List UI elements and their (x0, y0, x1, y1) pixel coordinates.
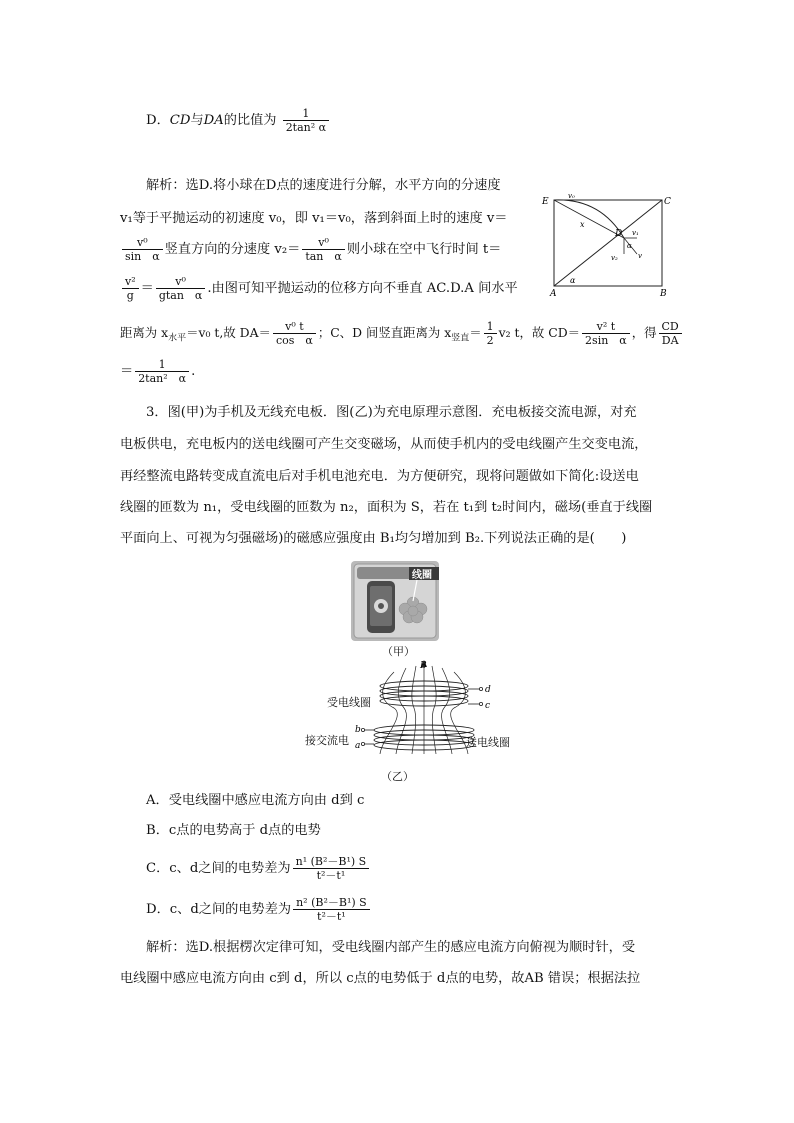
q3-line3: 再经整流电路转变成直流电后对手机电池充电．为方便研究，现将问题做如下简化:设送电 (120, 469, 639, 484)
analysis1-line6: ＝ $\frac{1}{\text{2tan² α}}$ . (120, 358, 196, 385)
option-d-prev: D．CD与DA的比值为 $\frac{1}{\text{2tan² α}}$ (146, 107, 331, 134)
fraction: $\frac{1}{\text{2tan² α}}$ (283, 107, 329, 134)
label-c: c (485, 701, 491, 711)
label-d: d (485, 685, 491, 695)
analysis1-line5: 距离为 $x_{水平}=v_0$ t,故 DA＝ $\frac{\text{v⁰ t}}{\text{cos α}}$ ；C、D 间竖直距离为 $x_{竖直}=$ $\frac{1}{2}$ v₂ t，故 CD＝ $\frac{\text{v² t}}{\text{2sin α}}$ ，得 $\frac{CD}{DA}$ (120, 320, 684, 347)
figure-jia-caption: （甲） (382, 645, 415, 658)
label-A: A (550, 289, 557, 299)
receive-coil-label: 受电线圈 (327, 696, 371, 709)
q3-line1: 3．图(甲)为手机及无线充电板．图(乙)为充电原理示意图．充电板接交流电源，对充 (146, 405, 637, 420)
label-v1: v₁ (632, 229, 639, 237)
q3-line4: 线圈的匝数为 n₁，受电线圈的匝数为 n₂，面积为 S，若在 t₁到 t₂时间内，磁场(垂直于线圈 (120, 500, 653, 515)
coil-diagram (310, 658, 510, 770)
label-v: v (638, 252, 642, 260)
analysis1-line1: 解析：选D.将小球在D点的速度进行分解，水平方向的分速度 (146, 178, 501, 193)
figure-yi-caption: （乙） (381, 770, 414, 783)
coil-label: 线圈 (412, 570, 432, 581)
analysis2-line1: 解析：选D.根据楞次定律可知，受电线圈内部产生的感应电流方向俯视为顺时针，受 (146, 940, 636, 955)
label-v0: v₀ (568, 192, 575, 200)
send-coil-label: 送电线圈 (466, 736, 510, 749)
ac-input-label: 接交流电 (305, 734, 349, 747)
label-C: C (664, 197, 671, 207)
charger-photo (351, 561, 439, 641)
label-v2: v₂ (611, 254, 618, 262)
analysis1-line4: $\frac{\text{v²}}{g}$ ＝ $\frac{\text{v⁰}}{\text{gtan α}}$ .由图可知平抛运动的位移方向不垂直 AC.D.A 间水平 (120, 275, 518, 302)
label-E: E (542, 197, 549, 207)
analysis2-line2: 电线圈中感应电流方向由 c到 d，所以 c点的电势低于 d点的电势，故AB 错误；根据法拉 (120, 971, 641, 986)
label-alpha: α (570, 276, 576, 285)
projectile-diagram (540, 190, 680, 302)
label-b: b (355, 725, 361, 735)
label-x: x (580, 220, 585, 229)
q3-line5: 平面向上、可视为匀强磁场)的磁感应强度由 B₁均匀增加到 B₂.下列说法正确的是( ) (120, 531, 627, 546)
label-alpha-2: α (627, 242, 632, 250)
label-B: B (660, 289, 667, 299)
option-b: B．c点的电势高于 d点的电势 (146, 823, 321, 838)
label-B-field: B (420, 661, 427, 671)
analysis1-line2: v₁等于平抛运动的初速度 v₀，即 v₁＝v₀，落到斜面上时的速度 v＝ (120, 211, 508, 226)
option-c: C．c、d之间的电势差为 $\frac{\text{n¹ (B²－B¹) S}}{\text{t²－t¹}}$ (146, 855, 371, 882)
label-D: D (615, 229, 623, 239)
option-d: D．c、d之间的电势差为 $\frac{\text{n² (B²－B¹) S}}{\text{t²－t¹}}$ (146, 896, 372, 923)
analysis1-line3: $\frac{\text{v⁰}}{\text{sin α}}$ 竖直方向的分速度 v₂＝ $\frac{\text{v⁰}}{\text{tan α}}$ 则小球在空中飞行时间 t＝ (120, 236, 501, 263)
label-a: a (355, 741, 361, 751)
option-a: A．受电线圈中感应电流方向由 d到 c (146, 793, 365, 808)
incline-line (554, 200, 662, 286)
q3-line2: 电板供电，充电板内的送电线圈可产生交变磁场，从而使手机内的受电线圈产生交变电流， (120, 437, 648, 452)
